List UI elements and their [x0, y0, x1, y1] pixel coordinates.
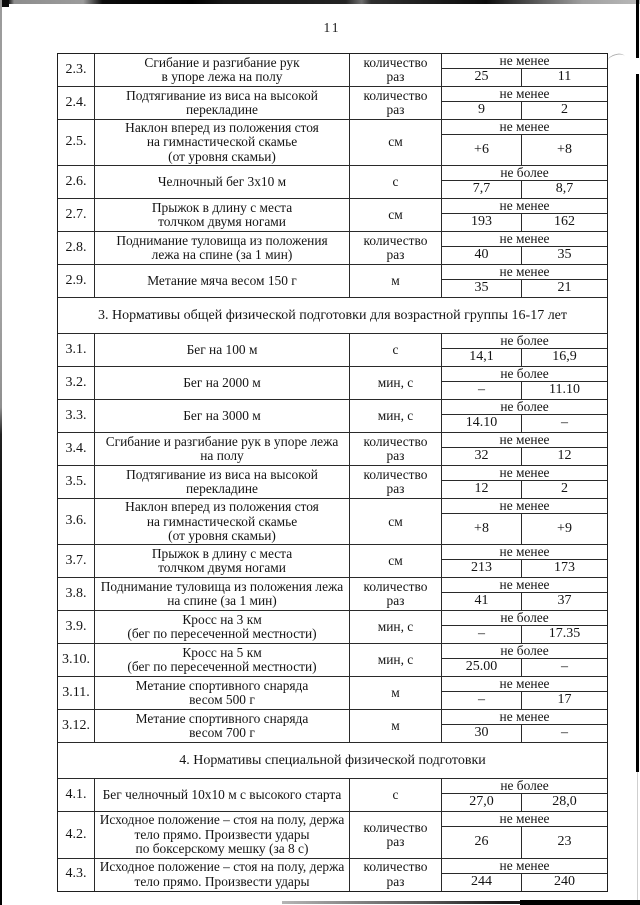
exercise-line: лежа на спине (за 1 мин) [151, 247, 293, 263]
unit-label [350, 644, 442, 676]
row-number: 4.3. [58, 859, 95, 891]
exercise-line: Сгибание и разгибание рук в упоре лежа [105, 433, 339, 449]
scan-artifact-bottom-corner [520, 900, 640, 905]
unit-label [350, 859, 442, 891]
limit-label: не менее [442, 578, 607, 593]
value-primary: 35 [442, 280, 522, 297]
page-number: 11 [323, 20, 341, 35]
exercise-line: Подтягивание из виса на высокой [126, 87, 318, 103]
value-secondary: 240 [554, 873, 575, 889]
unit-line: количество [363, 579, 428, 595]
values-block [442, 499, 607, 544]
value-secondary: 21 [557, 280, 572, 296]
row-number: 2.6. [58, 166, 95, 198]
table-row [58, 677, 607, 710]
scan-artifact-top-edge [0, 0, 640, 4]
values-row [442, 415, 607, 432]
exercise-line: на гимнастической скамье [146, 134, 298, 150]
limit-label: не более [442, 644, 607, 659]
limit-label: не менее [442, 54, 607, 69]
exercise-description [95, 54, 350, 86]
exercise-line: перекладине [186, 102, 258, 117]
row-number: 3.9. [58, 611, 95, 643]
limit-label: не менее [442, 859, 607, 874]
value-secondary: +8 [557, 141, 572, 157]
exercise-line: (бег по пересеченной местности) [127, 626, 317, 642]
row-number: 3.12. [58, 710, 95, 742]
unit-label [350, 433, 442, 465]
exercise-line: на спине (за 1 мин) [167, 593, 277, 609]
exercise-line: Бег челночный 10х10 м с высокого старта [102, 787, 342, 803]
unit-line: с [392, 174, 399, 190]
value-secondary: 23 [557, 834, 572, 850]
table-row [58, 54, 607, 87]
exercise-description [95, 779, 350, 811]
unit-line: количество [363, 87, 428, 103]
value-primary: 193 [442, 214, 522, 231]
value-primary: 30 [442, 725, 522, 742]
value-secondary: 11 [557, 69, 572, 84]
scan-artifact-right-edge [636, 0, 639, 772]
value-secondary: 2 [561, 481, 568, 497]
values-block [442, 199, 607, 231]
values-block [442, 400, 607, 432]
exercise-line: на полу [200, 448, 244, 464]
table-row [58, 199, 607, 232]
values-row [442, 247, 607, 264]
value-primary: 25 [442, 69, 522, 86]
exercise-description [95, 367, 350, 399]
unit-line: количество [363, 54, 428, 70]
value-primary: 12 [442, 481, 522, 498]
unit-line: количество [363, 859, 428, 875]
limit-label: не менее [442, 677, 607, 692]
unit-line: количество [363, 819, 428, 835]
row-number: 2.8. [58, 232, 95, 264]
exercise-line: Исходное положение – стоя на полу, держа [99, 859, 345, 875]
table-row [58, 779, 607, 812]
exercise-line: (от уровня скамьи) [168, 148, 276, 164]
exercise-line: Сгибание и разгибание рук [144, 54, 300, 70]
unit-label [350, 232, 442, 264]
values-block [442, 54, 607, 86]
table-row [58, 859, 607, 891]
standards-table [57, 53, 608, 892]
exercise-description [95, 265, 350, 297]
unit-line: раз [386, 593, 405, 609]
unit-label [350, 166, 442, 198]
unit-label [350, 499, 442, 544]
exercise-description [95, 611, 350, 643]
exercise-line: Метание мяча весом 150 г [147, 273, 297, 289]
exercise-description [95, 859, 350, 891]
table-row [58, 166, 607, 199]
values-block [442, 677, 607, 709]
value-primary: 14,1 [442, 349, 522, 366]
unit-line: м [391, 685, 400, 701]
table-row [58, 466, 607, 499]
table-row [58, 578, 607, 611]
table-row [58, 545, 607, 578]
exercise-description [95, 334, 350, 366]
unit-label [350, 120, 442, 165]
values-row [442, 659, 607, 676]
value-primary: 7,7 [442, 181, 522, 198]
values-row [442, 874, 607, 891]
unit-line: с [392, 787, 399, 803]
row-number: 2.7. [58, 199, 95, 231]
values-row [442, 280, 607, 297]
unit-line: м [391, 718, 400, 734]
values-row [442, 448, 607, 465]
table-row [58, 232, 607, 265]
scan-artifact-left-edge [0, 0, 2, 905]
value-primary: 26 [442, 827, 522, 857]
values-block [442, 367, 607, 399]
limit-label: не менее [442, 545, 607, 560]
unit-line: раз [386, 69, 405, 84]
exercise-line: весом 500 г [189, 692, 255, 708]
unit-label [350, 400, 442, 432]
unit-line: мин, с [377, 652, 414, 668]
values-row [442, 382, 607, 399]
value-primary: 14.10 [442, 415, 522, 432]
value-secondary: 162 [554, 214, 575, 230]
exercise-line: Поднимание туловища из положения лежа [100, 579, 344, 595]
values-block [442, 644, 607, 676]
row-number: 3.7. [58, 545, 95, 577]
values-block [442, 87, 607, 119]
values-block [442, 859, 607, 891]
exercise-description [95, 578, 350, 610]
value-secondary: 173 [554, 560, 575, 576]
value-secondary: +9 [557, 520, 572, 536]
values-row [442, 725, 607, 742]
value-primary: 244 [442, 874, 522, 891]
row-number: 3.1. [58, 334, 95, 366]
value-secondary: 37 [557, 593, 572, 609]
values-block [442, 265, 607, 297]
exercise-line: Подтягивание из виса на высокой [126, 466, 318, 482]
values-row [442, 135, 607, 165]
exercise-line: толчком двумя ногами [158, 560, 286, 576]
value-primary: – [442, 692, 522, 709]
row-number: 3.5. [58, 466, 95, 498]
value-secondary: 28,0 [552, 794, 577, 810]
unit-line: см [388, 134, 403, 150]
value-primary: – [442, 382, 522, 399]
exercise-line: Бег на 3000 м [183, 408, 261, 424]
value-primary: – [442, 626, 522, 643]
limit-label: не менее [442, 710, 607, 725]
table-row [58, 120, 607, 166]
exercise-line: Исходное положение – стоя на полу, держа [99, 812, 345, 828]
unit-line: количество [363, 466, 428, 482]
exercise-description [95, 120, 350, 165]
value-secondary: 11.10 [549, 382, 580, 398]
values-block [442, 611, 607, 643]
limit-label: не более [442, 367, 607, 382]
row-number: 3.3. [58, 400, 95, 432]
unit-line: мин, с [377, 375, 414, 391]
value-primary: 41 [442, 593, 522, 610]
unit-label [350, 611, 442, 643]
exercise-line: Прыжок в длину с места [151, 546, 293, 562]
value-primary: +6 [442, 135, 522, 165]
unit-line: раз [386, 448, 405, 464]
limit-label: не менее [442, 265, 607, 280]
table-row [58, 367, 607, 400]
limit-label: не более [442, 611, 607, 626]
exercise-line: перекладине [186, 481, 258, 497]
limit-label: не менее [442, 199, 607, 214]
exercise-description [95, 677, 350, 709]
exercise-line: в упоре лежа на полу [161, 69, 283, 84]
unit-label [350, 87, 442, 119]
value-secondary: – [561, 725, 568, 741]
table-row [58, 611, 607, 644]
table-row [58, 433, 607, 466]
value-secondary: 16,9 [552, 349, 577, 365]
exercise-line: толчком двумя ногами [158, 214, 286, 230]
limit-label: не менее [442, 433, 607, 448]
values-block [442, 545, 607, 577]
exercise-line: Наклон вперед из положения стоя [125, 120, 319, 135]
unit-label [350, 199, 442, 231]
values-row [442, 181, 607, 198]
unit-line: раз [386, 102, 405, 117]
values-row [442, 69, 607, 86]
exercise-description [95, 545, 350, 577]
table-row [58, 265, 607, 298]
values-row [442, 827, 607, 857]
values-block [442, 334, 607, 366]
row-number: 2.4. [58, 87, 95, 119]
unit-label [350, 334, 442, 366]
values-block [442, 120, 607, 165]
table-row [58, 812, 607, 858]
exercise-line: (бег по пересеченной местности) [127, 659, 317, 675]
unit-line: раз [386, 481, 405, 497]
values-block [442, 812, 607, 857]
row-number: 3.4. [58, 433, 95, 465]
value-primary: 27,0 [442, 794, 522, 811]
value-secondary: – [561, 415, 568, 431]
exercise-line: Метание спортивного снаряда [135, 678, 309, 694]
row-number: 3.11. [58, 677, 95, 709]
exercise-description [95, 232, 350, 264]
limit-label: не более [442, 334, 607, 349]
values-block [442, 466, 607, 498]
unit-line: раз [386, 873, 405, 889]
exercise-description [95, 466, 350, 498]
unit-line: раз [386, 834, 405, 850]
values-block [442, 433, 607, 465]
values-block [442, 779, 607, 811]
exercise-description [95, 87, 350, 119]
values-row [442, 514, 607, 544]
limit-label: не менее [442, 812, 607, 827]
unit-line: м [391, 273, 400, 289]
values-block [442, 232, 607, 264]
limit-label: не менее [442, 120, 607, 135]
values-block [442, 578, 607, 610]
table-row [58, 644, 607, 677]
exercise-description [95, 400, 350, 432]
row-number: 4.1. [58, 779, 95, 811]
exercise-line: Кросс на 3 км [182, 612, 262, 628]
exercise-line: Кросс на 5 км [182, 645, 262, 661]
table-row [58, 334, 607, 367]
exercise-description [95, 644, 350, 676]
unit-label [350, 677, 442, 709]
exercise-description [95, 710, 350, 742]
table-row [58, 87, 607, 120]
exercise-line: тело прямо. Произвести удары [134, 826, 310, 842]
unit-label [350, 812, 442, 857]
unit-line: раз [386, 247, 405, 263]
unit-label [350, 779, 442, 811]
values-row [442, 349, 607, 366]
limit-label: не более [442, 779, 607, 794]
exercise-line: тело прямо. Произвести удары [134, 873, 310, 889]
values-row [442, 214, 607, 231]
unit-label [350, 265, 442, 297]
value-secondary: 12 [557, 448, 572, 464]
row-number: 4.2. [58, 812, 95, 857]
unit-line: количество [363, 433, 428, 449]
limit-label: не менее [442, 87, 607, 102]
value-secondary: 8,7 [555, 181, 574, 197]
row-number: 3.8. [58, 578, 95, 610]
values-row [442, 692, 607, 709]
value-primary: +8 [442, 514, 522, 544]
value-primary: 9 [442, 102, 522, 119]
exercise-line: весом 700 г [189, 725, 255, 741]
unit-line: мин, с [377, 408, 414, 424]
pen-mark [607, 52, 626, 65]
value-secondary: 17 [557, 692, 572, 708]
values-row [442, 794, 607, 811]
limit-label: не менее [442, 466, 607, 481]
row-number: 2.5. [58, 120, 95, 165]
value-secondary: – [561, 659, 568, 675]
value-primary: 25.00 [442, 659, 522, 676]
values-block [442, 166, 607, 198]
value-primary: 40 [442, 247, 522, 264]
exercise-line: Бег на 2000 м [183, 375, 261, 391]
exercise-line: Бег на 100 м [186, 342, 258, 358]
exercise-line: Поднимание туловища из положения [116, 232, 328, 248]
unit-label [350, 710, 442, 742]
values-row [442, 481, 607, 498]
row-number: 3.10. [58, 644, 95, 676]
values-row [442, 560, 607, 577]
section-header: 3. Нормативы общей физической подготовки для возрастной группы 16-17 лет [58, 298, 607, 334]
unit-label [350, 466, 442, 498]
row-number: 3.2. [58, 367, 95, 399]
exercise-description [95, 433, 350, 465]
values-row [442, 626, 607, 643]
exercise-description [95, 812, 350, 857]
value-secondary: 17.35 [548, 626, 581, 642]
exercise-line: Челночный бег 3х10 м [157, 174, 287, 190]
exercise-line: по боксерскому мешку (за 8 с) [135, 841, 309, 857]
table-row [58, 499, 607, 545]
unit-line: с [392, 342, 399, 358]
values-block [442, 710, 607, 742]
unit-line: см [388, 207, 403, 223]
value-secondary: 2 [561, 102, 568, 117]
values-row [442, 102, 607, 119]
limit-label: не менее [442, 232, 607, 247]
row-number: 2.3. [58, 54, 95, 86]
section-header: 4. Нормативы специальной физической подготовки [58, 743, 607, 779]
table-row [58, 400, 607, 433]
value-primary: 32 [442, 448, 522, 465]
unit-label [350, 367, 442, 399]
row-number: 2.9. [58, 265, 95, 297]
unit-label [350, 54, 442, 86]
limit-label: не более [442, 400, 607, 415]
row-number: 3.6. [58, 499, 95, 544]
unit-line: см [388, 513, 403, 529]
limit-label: не менее [442, 499, 607, 514]
exercise-description [95, 499, 350, 544]
limit-label: не более [442, 166, 607, 181]
unit-line: мин, с [377, 619, 414, 635]
value-primary: 213 [442, 560, 522, 577]
unit-label [350, 545, 442, 577]
value-secondary: 35 [557, 247, 572, 263]
exercise-description [95, 199, 350, 231]
unit-line: см [388, 553, 403, 569]
exercise-line: Прыжок в длину с места [151, 199, 293, 215]
unit-line: количество [363, 232, 428, 248]
exercise-description [95, 166, 350, 198]
exercise-line: (от уровня скамьи) [168, 528, 276, 544]
scan-artifact-right-edge-faint [637, 772, 638, 905]
values-row [442, 593, 607, 610]
exercise-line: Наклон вперед из положения стоя [125, 499, 319, 515]
table-row [58, 710, 607, 743]
exercise-line: на гимнастической скамье [146, 513, 298, 529]
exercise-line: Метание спортивного снаряда [135, 711, 309, 727]
unit-label [350, 578, 442, 610]
